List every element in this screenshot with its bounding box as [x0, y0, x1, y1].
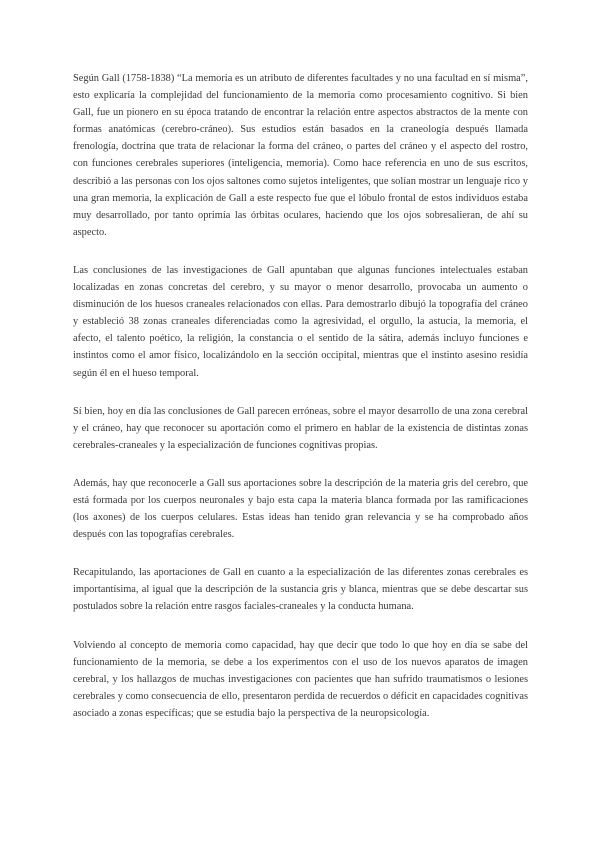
- paragraph-recap: Recapitulando, las aportaciones de Gall en cuanto a la especialización de las diferentes zonas cerebrales es importantísima, al igual que la descripción de la sustancia gris y blanca, mientras que se debe descartar sus postulados sobre la relación entre rasgos faciales-craneales y la conducta humana.: [73, 567, 528, 613]
- paragraph-memory-capacity: Volviendo al concepto de memoria como capacidad, hay que decir que todo lo que hoy en día se sabe del funcionamiento de la memoria, se debe a los experimentos con el uso de los nuevos aparatos de imagen cerebral, y los hallazgos de muchas investigaciones con pacientes que han sufrido traumatismos o lesiones cerebrales y como consecuencia de ello, presentaron perdida de recuerdos o déficit en capacidades cognitivas asociado a zonas específicas; que se estudia bajo la perspectiva de la neuropsicología.: [73, 639, 528, 719]
- paragraph-gray-matter: Además, hay que reconocerle a Gall sus aportaciones sobre la descripción de la materia gris del cerebro, que está formada por los cuerpos neuronales y bajo esta capa la materia blanca formada por las ramificaciones (los axones) de los cuerpos celulares. Estas ideas han tenido gran relevancia y se ha comprobado años después con las topografías cerebrales.: [73, 477, 528, 541]
- paragraph-gall-conclusions: Las conclusiones de las investigaciones de Gall apuntaban que algunas funciones intelectuales estaban localizadas en zonas concretas del cerebro, y su mayor o menor desarrollo, provocaba un aumento o disminución de los huesos craneales relacionados con ellas. Para demostrarlo dibujó la topografía del cráneo y estableció 38 zonas craneales diferenciadas como la agresividad, el orgullo, la astucia, la memoria, el afecto, el talento poético, la religión, la constancia o el sentido de la sátira, además incluyo funciones e instintos como el amor físico, localizándolo en la sección occipital, mientras que el instinto asesino residía según él en el hueso temporal.: [73, 264, 528, 379]
- paragraph-gall-memory-definition: Según Gall (1758-1838) “La memoria es un atributo de diferentes facultades y no una facultad en sí misma”, esto explicaría la complejidad del funcionamiento de la memoria como procesamiento cognitivo. Si bien Gall, fue un pionero en su época tratando de encontrar la relación entre aspectos abstractos de la mente con formas anatómicas (cerebro-cráneo). Sus estudios están basados en la craneología después llamada frenología, doctrina que trata de relacionar la forma del cráneo, o partes del cráneo y el aspecto del rostro, con funciones cerebrales superiores (inteligencia, memoria). Como hace referencia en uno de sus escritos, describió a las personas con los ojos saltones como sujetos inteligentes, que solían mostrar un lenguaje rico y una gran memoria, la explicación de Gall a este respecto fue que el lóbulo frontal de estos individuos estaba muy desarrollado, por tanto oprimía las órbitas oculares, haciendo que los ojos sobresalieran, de ahí su aspecto.: [73, 73, 528, 238]
- paragraph-gall-recognition: Sí bien, hoy en día las conclusiones de Gall parecen erróneas, sobre el mayor desarrollo de una zona cerebral y el cráneo, hay que reconocer su aportación como el primero en hablar de la existencia de distintas zonas cerebrales-craneales y la especialización de funciones cognitivas propias.: [73, 405, 528, 451]
